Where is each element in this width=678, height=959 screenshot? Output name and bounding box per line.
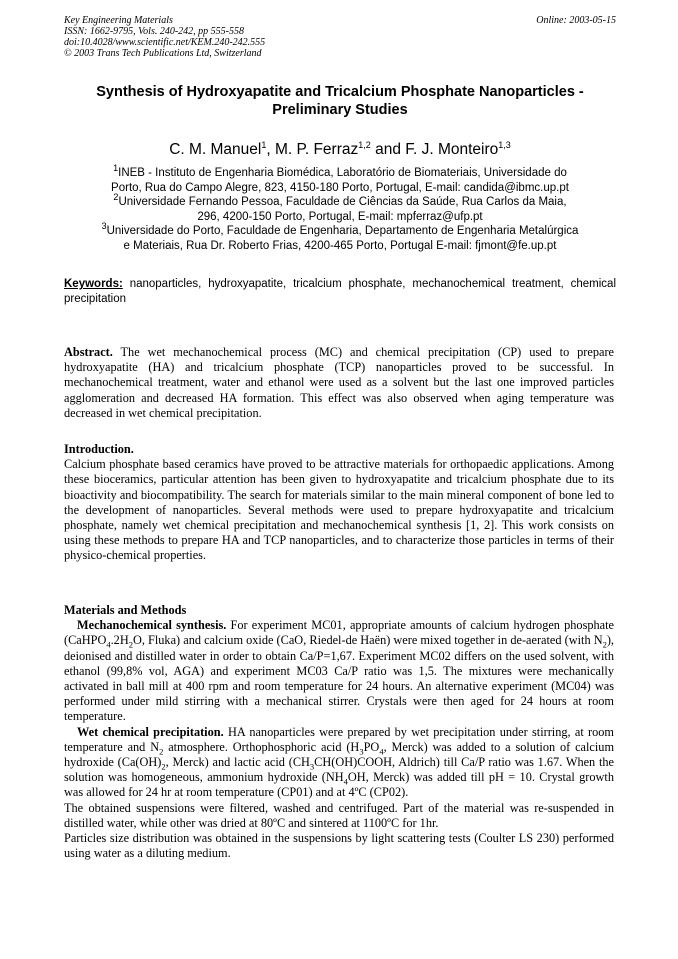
affiliation-1-text: INEB - Instituto de Engenharia Biomédica, Laboratório de Biomateriais, Universidade do (118, 167, 567, 179)
affiliations (64, 163, 616, 254)
wc-sub-1: 2 (159, 746, 164, 757)
methods-section (64, 603, 614, 861)
wc-sub-2: 3 (359, 746, 364, 757)
affiliation-2-line-2: 296, 4200-150 Porto, Portugal, E-mail: mpferraz@ufp.pt (197, 210, 483, 223)
author-list (64, 140, 616, 160)
abstract-section (64, 345, 614, 421)
keywords (64, 277, 616, 306)
issn-line: ISSN: 1662-9795, Vols. 240-242, pp 555-558 (64, 26, 244, 37)
mechanochemical-paragraph (64, 618, 614, 724)
abstract-paragraph (64, 345, 614, 421)
author-3: and F. J. Monteiro (370, 141, 499, 158)
author-1: C. M. Manuel (169, 141, 262, 158)
keywords-label: Keywords: (64, 278, 123, 290)
mc-text-2: .2H (110, 633, 129, 648)
particle-size-paragraph: Particles size distribution was obtained in the suspensions by light scattering tests (Coulter LS 230) performed using water as a diluting medium. (64, 831, 614, 861)
mc-text-4: ), deionised and distilled water in order to obtain Ca/P=1,67. Experiment MC02 differs on the used solvent, with ethanol (99,8% vol, AGA) and experiment MC03 Ca/P ratio was 1,5. The mixtures were mechanically activated in ball mill at 400 rpm and room temperature for 24 hours. An alternative experiment (MC04) was performed under mild stirring with a mechanical stirrer. Crystals were then aged for 24 hours at room temperature. (64, 633, 614, 724)
affiliation-1-line-2: Porto, Rua do Campo Alegre, 823, 4150-180 Porto, Portugal, E-mail: candida@ibmc.up.pt (111, 181, 569, 194)
wc-text-6: CH(OH)COOH, Aldrich) till Ca/P ratio was 1.67. When the solution was homogeneous, ammonium hydroxide (NH (64, 755, 615, 785)
title-line-2: Preliminary Studies (272, 102, 408, 118)
online-date: Online: 2003-05-15 (536, 15, 616, 26)
methods-heading (64, 603, 614, 618)
keywords-text: nanoparticles, hydroxyapatite, tricalcium phosphate, mechanochemical treatment, chemical precipitation (64, 278, 616, 305)
mc-sub-3: 2 (602, 639, 607, 650)
mechanochemical-label: Mechanochemical synthesis. (77, 618, 227, 633)
wc-text-7: OH, Merck) was added till pH = 10. Crystal growth was allowed for 24 hr at room temperature (CP01) and at 4ºC (CP02). (64, 770, 614, 800)
wc-text-5: , Merck) and lactic acid (CH (165, 755, 310, 770)
wc-text-3: PO (363, 739, 380, 754)
affiliation-2-marker: 2 (113, 192, 119, 203)
wc-sub-3: 4 (379, 746, 384, 757)
doi-line: doi:10.4028/www.scientific.net/KEM.240-242.555 (64, 37, 266, 48)
affiliation-2-text: Universidade Fernando Pessoa, Faculdade de Ciências da Saúde, Rua Carlos da Maia, (118, 196, 567, 209)
affiliation-3-text: Universidade do Porto, Faculdade de Engenharia, Departamento de Engenharia Metalúrgica (106, 225, 579, 238)
suspension-paragraph: The obtained suspensions were filtered, washed and centrifuged. Part of the material was re-suspended in distilled water, while other was dried at 80ºC and sintered at 1100ºC for 1hr. (64, 800, 614, 830)
wet-chemical-label: Wet chemical precipitation. (77, 724, 224, 739)
mc-sub-2: 2 (128, 639, 133, 650)
affiliation-3-line-2: e Materiais, Rua Dr. Roberto Frias, 4200-465 Porto, Portugal E-mail: fjmont@fe.up.pt (123, 239, 557, 252)
wc-sub-5: 3 (309, 761, 315, 772)
title-line-1: Synthesis of Hydroxyapatite and Tricalcium Phosphate Nanoparticles - (96, 84, 584, 100)
journal-name: Key Engineering Materials (64, 15, 173, 26)
abstract-label: Abstract. (64, 345, 113, 359)
journal-header (64, 15, 616, 59)
wc-text-1: HA nanoparticles were prepared by wet precipitation under stirring, at room temperature and N (64, 724, 614, 754)
wc-text-4: , Merck) was added to a solution of calcium hydroxide (Ca(OH) (64, 739, 615, 770)
copyright-line: © 2003 Trans Tech Publications Ltd, Switzerland (64, 48, 262, 59)
introduction-section (64, 442, 614, 564)
wc-text-2: atmosphere. Orthophosphoric acid (H (163, 739, 360, 754)
author-1-affiliation: 1 (261, 139, 267, 150)
wet-chemical-paragraph (64, 725, 614, 801)
mc-sub-1: 4 (106, 639, 111, 650)
affiliation-1-line-1 (64, 163, 616, 181)
mc-text-1: For experiment MC01, appropriate amounts of calcium hydrogen phosphate (CaHPO (64, 618, 614, 648)
affiliation-2-line-1 (64, 192, 616, 210)
author-2: , M. P. Ferraz (266, 141, 359, 158)
introduction-heading (64, 442, 614, 457)
affiliation-1-marker: 1 (113, 163, 119, 174)
affiliation-3-line-1 (64, 221, 616, 239)
mc-text-3: O, Fluka) and calcium oxide (CaO, Riedel-de Haën) were mixed together in de-aerated (with N (132, 633, 603, 648)
author-3-affiliation: 1,3 (498, 139, 511, 150)
author-2-affiliation: 1,2 (358, 139, 371, 150)
introduction-paragraph: Calcium phosphate based ceramics have proved to be attractive materials for orthopaedic applications. Among these bioceramics, particular attention has been given to hydroxyapatite and tricalcium phosphate due to its bioactivity and biocompatibility. The search for materials similar to the main mineral component of bone led to the development of nanoparticles. Several methods were used to prepare hydroxyapatite and tricalcium phosphate, namely wet chemical precipitation and mechanochemical synthesis [1, 2]. This work consists on using these methods to prepare HA and TCP nanoparticles, and to characterize those particles in terms of their physico-chemical properties. (64, 457, 614, 563)
wc-sub-6: 4 (343, 776, 348, 787)
paper-title (64, 83, 616, 119)
affiliation-3-marker: 3 (101, 221, 107, 232)
abstract-text: The wet mechanochemical process (MC) and chemical precipitation (CP) used to prepare hydroxyapatite (HA) and tricalcium phosphate (TCP) nanoparticles proved to be successful. In mechanochemical treatment, water and ethanol were used as a solvent but the last one improved particles agglomeration and decreased HA formation. This effect was also observed when aging temperature was decreased in wet chemical precipitation. (64, 345, 614, 420)
wc-sub-4: 2 (161, 761, 166, 772)
introduction-heading-text: Introduction. (64, 442, 134, 456)
methods-heading-text: Materials and Methods (64, 603, 187, 617)
